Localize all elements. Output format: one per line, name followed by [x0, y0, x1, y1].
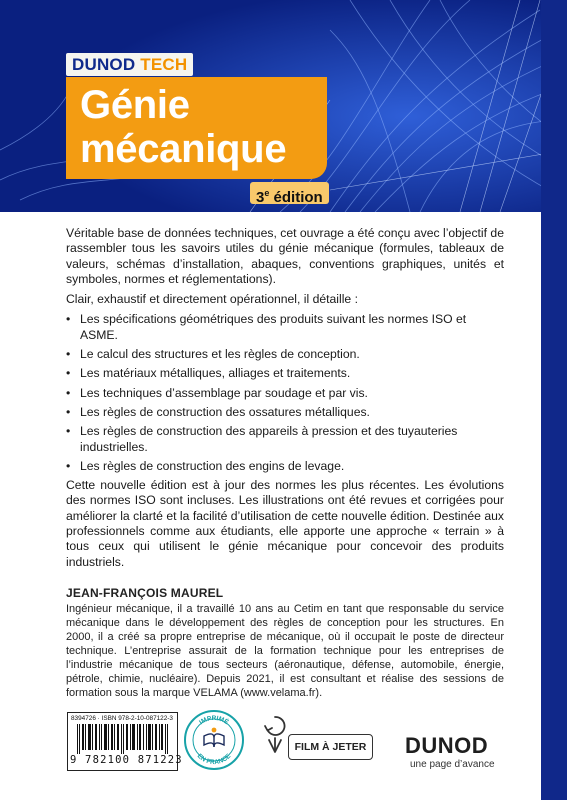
badge-bottom-text: EN FRANCE — [195, 752, 233, 767]
right-edge-band — [541, 0, 567, 800]
book-title-line-2: mécanique — [80, 127, 287, 171]
description-closing: Cette nouvelle édition est à jour des normes les plus récentes. Les évolutions des normes ISO sont incluses. Les illustrations ont été revues et corrigées pour améliorer la clarté et la facilité d’utilisation de cette nouvelle édition. Destinée aux professionnels comme aux étudiants, elle apporte une approche « terrain » à tous ceux qui utilisent le génie mécanique pour concevoir des produits industriels. — [66, 478, 504, 569]
author-name: JEAN-FRANÇOIS MAUREL — [66, 586, 224, 600]
series-brand-dunod: DUNOD — [72, 55, 136, 74]
feature-list — [66, 312, 504, 474]
description — [66, 226, 504, 575]
edition-suffix: e — [264, 188, 270, 198]
series-logo — [66, 53, 193, 76]
series-brand-tech: TECH — [140, 55, 188, 74]
badge-top-text: IMPRIMÉ — [198, 715, 230, 727]
author-bio: Ingénieur mécanique, il a travaillé 10 ans au Cetim en tant que responsable du service mécanique dans le développement des règles de conception pour les structures. En 2000, il a créé sa propre entreprise de mécanique, où il occupait le poste de directeur technique. L’entreprise assurait de la formation technique pour les entreprises de l’industrie mécanique de tous secteurs (aéronautique, défense, automobile, énergie, pétrole, chimie, nucléaire). Depuis 2021, il est consultant et réalise des sessions de formation sous la marque VELAMA (www.velama.fr). — [66, 603, 504, 699]
publisher-logo: DUNOD — [405, 733, 489, 758]
isbn-text: 8394726 · ISBN 978-2-10-087122-3 — [71, 715, 173, 722]
feature-item: • Les matériaux métalliques, alliages et traitements. — [66, 366, 504, 381]
recycle-icon — [263, 713, 287, 757]
publisher-tagline: une page d’avance — [410, 759, 495, 770]
description-intro: Véritable base de données techniques, cet ouvrage a été conçu avec l’objectif de rassembler tous les savoirs utiles du génie mécanique (formules, tableaux de valeurs, schémas d’installation, abaques, conventions graphiques, unités et symboles, normes et réglementations). — [66, 226, 504, 286]
feature-item: • Les spécifications géométriques des produits suivant les normes ISO et ASME. — [66, 312, 504, 343]
feature-item: • Les techniques d’assemblage par soudage et par vis. — [66, 386, 504, 401]
title-box — [66, 77, 327, 179]
feature-item: • Le calcul des structures et les règles de conception. — [66, 347, 504, 362]
ean-digits: 9 782100 871223 — [70, 754, 183, 766]
book-title-line-1: Génie — [80, 83, 190, 127]
feature-item: • Les règles de construction des engins de levage. — [66, 459, 504, 474]
film-a-jeter-label: FILM À JETER — [288, 734, 373, 760]
feature-item: • Les règles de construction des ossatures métalliques. — [66, 405, 504, 420]
edition-word: édition — [273, 189, 323, 206]
barcode-image — [77, 724, 169, 754]
feature-item: • Les règles de construction des appareils à pression et des tuyauteries industrielles. — [66, 424, 504, 455]
barcode-block — [67, 712, 183, 771]
edition-number: 3 — [256, 189, 265, 206]
description-lead: Clair, exhaustif et directement opérationnel, il détaille : — [66, 292, 358, 307]
edition-badge — [250, 182, 329, 204]
printed-in-france-badge — [183, 709, 245, 771]
